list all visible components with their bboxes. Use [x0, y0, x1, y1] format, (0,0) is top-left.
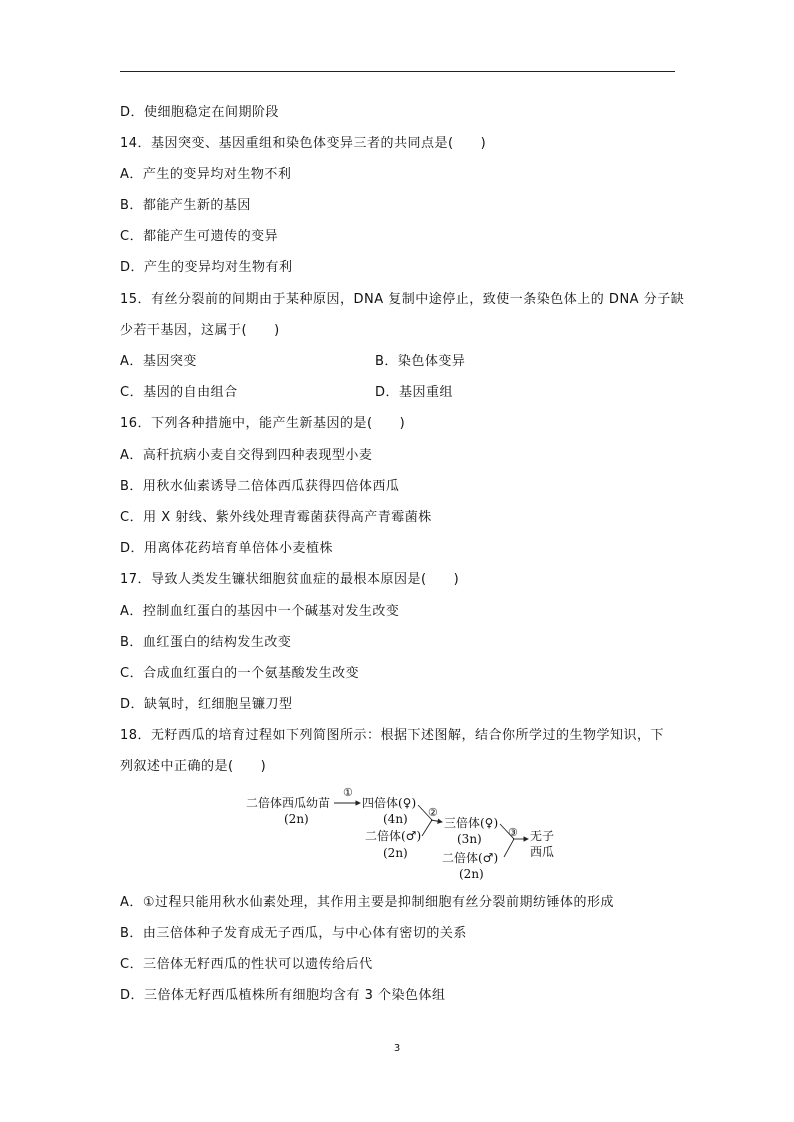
q17-option-d: D．缺氧时，红细胞呈镰刀型: [120, 697, 293, 712]
q13-option-d: D．使细胞稳定在间期阶段: [120, 105, 280, 120]
arrow-step-2-out: [431, 820, 442, 822]
q14-option-b: B．都能产生新的基因: [120, 198, 251, 213]
diagram-diploid-male-1-ploidy: (2n): [383, 846, 408, 860]
q15-stem-line1: 15．有丝分裂前的间期由于某种原因，DNA 复制中途停止，致使一条染色体上的 DNA 分子缺: [120, 292, 685, 307]
header-rule: [120, 71, 675, 72]
q15-option-d: D．基因重组: [375, 385, 454, 400]
q14-option-d: D．产生的变异均对生物有利: [120, 260, 293, 275]
q17-option-a: A．控制血红蛋白的基因中一个碱基对发生改变: [120, 604, 400, 619]
q17-option-b: B．血红蛋白的结构发生改变: [120, 635, 292, 650]
q16-option-c: C．用 X 射线、紫外线处理青霉菌获得高产青霉菌株: [120, 510, 432, 525]
q15-option-a: A．基因突变: [120, 354, 197, 369]
q15-option-c: C．基因的自由组合: [120, 385, 238, 400]
q15-option-b: B．染色体变异: [375, 354, 466, 369]
q16-option-a: A．高秆抗病小麦自交得到四种表现型小麦: [120, 448, 373, 463]
diagram-seedless-line2: 西瓜: [530, 845, 555, 859]
q14-option-a: A．产生的变异均对生物不利: [120, 167, 292, 182]
q16-option-d: D．用离体花药培育单倍体小麦植株: [120, 541, 334, 556]
q18-stem-line1: 18．无籽西瓜的培育过程如下列简图所示：根据下述图解，结合你所学过的生物学知识，下: [120, 728, 665, 743]
diagram-seedling-ploidy: (2n): [284, 812, 309, 826]
diagram-triploid-ploidy: (3n): [457, 832, 482, 846]
q17-stem: 17．导致人类发生镰状细胞贫血症的最根本原因是( ): [120, 572, 460, 587]
q14-stem: 14．基因突变、基因重组和染色体变异三者的共同点是( ): [120, 136, 487, 151]
diagram-tetraploid: 四倍体(♀): [362, 796, 417, 810]
q16-stem: 16．下列各种措施中，能产生新基因的是( ): [120, 416, 406, 431]
diagram-diploid-male-1: 二倍体(♂): [365, 829, 422, 843]
diagram-triploid: 三倍体(♀): [444, 816, 499, 830]
q18-stem-line2: 列叙述中正确的是( ): [120, 759, 267, 774]
q17-option-c: C．合成血红蛋白的一个氨基酸发生改变: [120, 666, 360, 681]
q18-option-b: B．由三倍体种子发育成无子西瓜，与中心体有密切的关系: [120, 926, 467, 941]
diagram-step-3: ③: [508, 826, 518, 839]
q16-option-b: B．用秋水仙素诱导二倍体西瓜获得四倍体西瓜: [120, 479, 400, 494]
diagram-tetraploid-ploidy: (4n): [383, 812, 408, 826]
q15-stem-line2: 少若干基因，这属于( ): [120, 323, 280, 338]
diagram-seedless-line1: 无子: [530, 829, 555, 843]
q18-option-a: A．①过程只能用秋水仙素处理，其作用主要是抑制细胞有丝分裂前期纺锤体的形成: [120, 895, 615, 910]
q18-option-d: D．三倍体无籽西瓜植株所有细胞均含有 3 个染色体组: [120, 988, 446, 1003]
diagram-seedling: 二倍体西瓜幼苗: [246, 796, 331, 810]
q18-option-c: C．三倍体无籽西瓜的性状可以遗传给后代: [120, 957, 373, 972]
diagram-diploid-male-2-ploidy: (2n): [459, 867, 484, 881]
q14-option-c: C．都能产生可遗传的变异: [120, 229, 279, 244]
diagram-step-2: ②: [428, 806, 438, 819]
diagram-diploid-male-2: 二倍体(♂): [442, 851, 499, 865]
page-number: 3: [393, 1043, 401, 1054]
diagram-step-1: ①: [343, 786, 353, 799]
